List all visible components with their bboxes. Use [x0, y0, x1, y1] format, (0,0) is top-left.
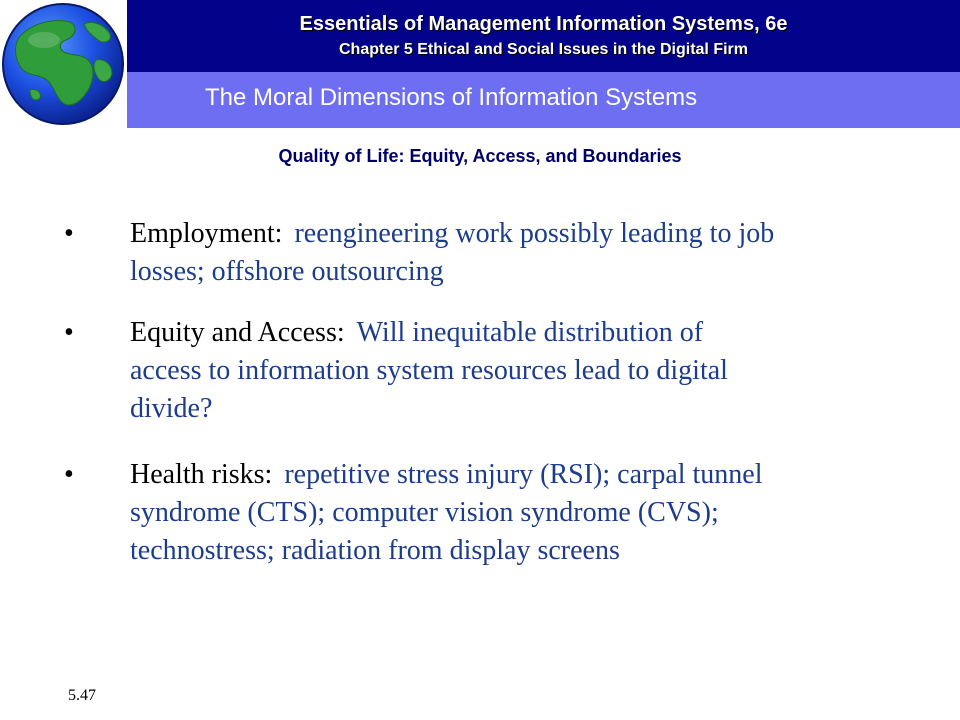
- bullet-line: Will inequitable distribution of: [356, 317, 704, 348]
- slide-subtitle: Quality of Life: Equity, Access, and Boundaries: [278, 146, 682, 166]
- page-number: 5.47: [68, 687, 96, 704]
- chapter-title: Chapter 5 Ethical and Social Issues in the Digital Firm: [339, 41, 748, 58]
- book-title: Essentials of Management Information Systems, 6e: [299, 13, 788, 35]
- header-top-bar: [0, 0, 960, 72]
- bullet-marker: •: [64, 317, 74, 348]
- bullet-line: repetitive stress injury (RSI); carpal tunnel: [284, 459, 763, 490]
- bullet-line: losses; offshore outsourcing: [130, 256, 444, 287]
- bullet-line: divide?: [130, 393, 213, 424]
- bullet-lead: Health risks:: [130, 459, 273, 490]
- bullet-line: technostress; radiation from display screens: [130, 535, 620, 566]
- bullet-lead: Employment:: [130, 218, 283, 249]
- bullet-marker: •: [64, 218, 74, 249]
- bullet-text: [130, 314, 890, 428]
- section-title: The Moral Dimensions of Information Systems: [205, 84, 698, 111]
- bullet-text: [130, 456, 890, 570]
- bullet-line: access to information system resources lead to digital: [130, 355, 728, 386]
- bullet-marker: •: [64, 459, 74, 490]
- bullet-lead: Equity and Access:: [130, 317, 345, 348]
- bullet-line: syndrome (CTS); computer vision syndrome (CVS);: [130, 497, 719, 528]
- bullet-line: reengineering work possibly leading to job: [294, 218, 775, 249]
- globe-icon: [0, 0, 127, 128]
- bullet-text: [130, 215, 890, 291]
